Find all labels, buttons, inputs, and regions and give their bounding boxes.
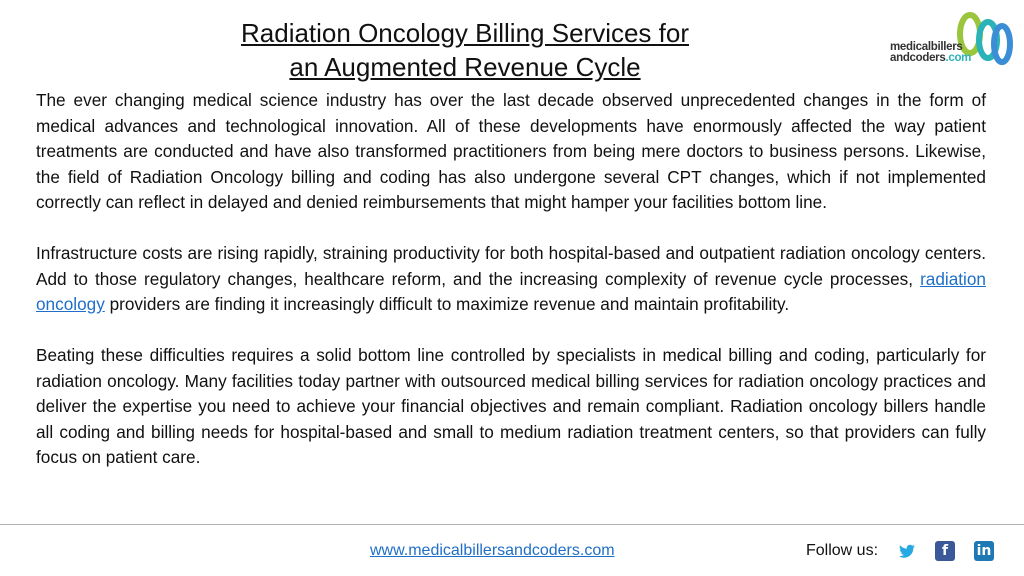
paragraph-2-text-a: Infrastructure costs are rising rapidly, straining productivity for both hospital-based and outpatient radiation oncology centers. Add to those regulatory changes, healthcare reform, and the increasing complexity of revenue cycle processes, (36, 243, 986, 289)
logo-line-2b: .com (945, 52, 972, 64)
logo-wordmark (890, 42, 971, 64)
company-logo (890, 12, 1015, 74)
title-line-2: an Augmented Revenue Cycle (289, 52, 641, 82)
logo-line-2 (890, 53, 971, 64)
paragraph-1: The ever changing medical science industry has over the last decade observed unprecedented changes in the form of medical advances and technological innovation. All of these developments have enormously affected the way patient treatments are conducted and have also transformed practitioners from being mere doctors to business persons. Likewise, the field of Radiation Oncology billing and coding has also undergone several CPT changes, which if not implemented correctly can reflect in delayed and denied reimbursements that might hamper your facilities bottom line. (36, 90, 986, 212)
article-body (36, 88, 986, 496)
paragraph-2 (36, 241, 986, 318)
page-title (200, 16, 730, 84)
logo-line-2a: andcoders (890, 52, 946, 64)
twitter-icon[interactable] (897, 541, 917, 561)
paragraph-3: Beating these difficulties requires a solid bottom line controlled by specialists in medical billing and coding, particularly for radiation oncology. Many facilities today partner with outsourced medical billing services for radiation oncology practices and deliver the expertise you need to achieve your financial objectives and remain compliant. Radiation oncology billers handle all coding and billing needs for hospital-based and small to medium radiation treatment centers, so that providers can fully focus on patient care. (36, 345, 986, 467)
linkedin-icon[interactable]: in (974, 541, 994, 561)
logo-line-1: medicalbillers (890, 41, 963, 53)
footer-divider (0, 524, 1024, 525)
follow-us-label: Follow us: (806, 542, 879, 559)
title-line-1: Radiation Oncology Billing Services for (241, 18, 689, 48)
paragraph-2-text-b: providers are finding it increasingly difficult to maximize revenue and maintain profitability. (104, 294, 790, 314)
radiation-oncology-link[interactable]: radiation oncology (36, 268, 986, 314)
website-link[interactable]: www.medicalbillersandcoders.com (370, 542, 615, 559)
facebook-icon[interactable]: f (935, 541, 955, 561)
